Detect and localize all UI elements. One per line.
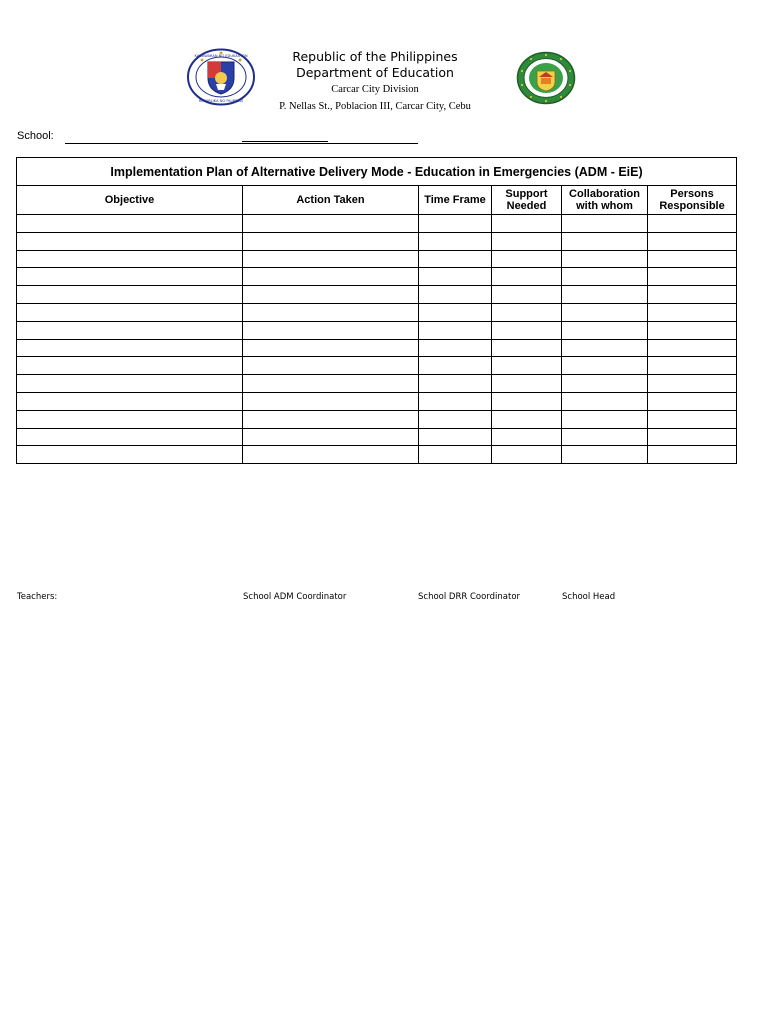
table-row [17,339,737,357]
cell-persons-responsible[interactable] [648,339,737,357]
cell-objective[interactable] [17,446,243,464]
cell-support-needed[interactable] [492,215,562,233]
cell-time-frame[interactable] [419,339,492,357]
cell-collaboration[interactable] [562,357,648,375]
carcar-division-seal-icon [516,51,576,105]
cell-persons-responsible[interactable] [648,357,737,375]
cell-objective[interactable] [17,428,243,446]
cell-collaboration[interactable] [562,410,648,428]
cell-persons-responsible[interactable] [648,321,737,339]
table-row [17,357,737,375]
cell-objective[interactable] [17,232,243,250]
cell-persons-responsible[interactable] [648,392,737,410]
cell-collaboration[interactable] [562,392,648,410]
cell-support-needed[interactable] [492,321,562,339]
cell-time-frame[interactable] [419,375,492,393]
cell-time-frame[interactable] [419,215,492,233]
cell-time-frame[interactable] [419,410,492,428]
cell-objective[interactable] [17,375,243,393]
cell-action-taken[interactable] [243,286,419,304]
cell-support-needed[interactable] [492,339,562,357]
school-input-underline-segment [242,141,328,142]
address-line: P. Nellas St., Poblacion III, Carcar City, Cebu [279,101,471,112]
cell-action-taken[interactable] [243,357,419,375]
cell-objective[interactable] [17,410,243,428]
table-row [17,446,737,464]
table-row [17,428,737,446]
seal-ring-text-bottom: REPUBLIKA NG PILIPINAS [198,99,244,103]
cell-collaboration[interactable] [562,339,648,357]
cell-collaboration[interactable] [562,286,648,304]
cell-support-needed[interactable] [492,392,562,410]
table-row [17,321,737,339]
cell-persons-responsible[interactable] [648,286,737,304]
cell-support-needed[interactable] [492,303,562,321]
cell-action-taken[interactable] [243,250,419,268]
column-header-collaboration: Collaboration with whom [562,186,648,215]
cell-time-frame[interactable] [419,357,492,375]
cell-support-needed[interactable] [492,268,562,286]
cell-time-frame[interactable] [419,321,492,339]
cell-support-needed[interactable] [492,232,562,250]
table-row [17,232,737,250]
column-header-time-frame: Time Frame [419,186,492,215]
cell-collaboration[interactable] [562,232,648,250]
cell-collaboration[interactable] [562,375,648,393]
table-row [17,215,737,233]
cell-action-taken[interactable] [243,375,419,393]
cell-action-taken[interactable] [243,446,419,464]
implementation-plan-table [16,157,737,464]
cell-time-frame[interactable] [419,250,492,268]
cell-objective[interactable] [17,357,243,375]
cell-objective[interactable] [17,286,243,304]
cell-action-taken[interactable] [243,303,419,321]
cell-collaboration[interactable] [562,321,648,339]
cell-persons-responsible[interactable] [648,428,737,446]
cell-collaboration[interactable] [562,428,648,446]
table-row [17,268,737,286]
cell-persons-responsible[interactable] [648,215,737,233]
cell-time-frame[interactable] [419,268,492,286]
cell-support-needed[interactable] [492,446,562,464]
cell-time-frame[interactable] [419,446,492,464]
cell-collaboration[interactable] [562,268,648,286]
cell-persons-responsible[interactable] [648,303,737,321]
cell-persons-responsible[interactable] [648,250,737,268]
adm-coordinator-signatory: School ADM Coordinator [243,592,347,602]
teachers-signatory: Teachers: [17,592,58,602]
cell-collaboration[interactable] [562,303,648,321]
cell-action-taken[interactable] [243,339,419,357]
cell-time-frame[interactable] [419,286,492,304]
cell-persons-responsible[interactable] [648,375,737,393]
cell-objective[interactable] [17,321,243,339]
school-label: School: [17,130,54,142]
table-row [17,286,737,304]
cell-collaboration[interactable] [562,446,648,464]
table-row [17,392,737,410]
school-input-line[interactable] [65,143,418,144]
republic-line: Republic of the Philippines [292,49,458,64]
cell-support-needed[interactable] [492,410,562,428]
cell-action-taken[interactable] [243,410,419,428]
cell-collaboration[interactable] [562,215,648,233]
cell-time-frame[interactable] [419,428,492,446]
drr-coordinator-signatory: School DRR Coordinator [418,592,521,602]
cell-persons-responsible[interactable] [648,268,737,286]
cell-persons-responsible[interactable] [648,232,737,250]
table-row [17,303,737,321]
cell-objective[interactable] [17,250,243,268]
seal-ring-text-top: KAGAWARAN NG EDUKASYON [194,54,248,58]
cell-objective[interactable] [17,215,243,233]
cell-objective[interactable] [17,268,243,286]
cell-collaboration[interactable] [562,250,648,268]
cell-time-frame[interactable] [419,232,492,250]
cell-time-frame[interactable] [419,392,492,410]
table-title: Implementation Plan of Alternative Delivery Mode - Education in Emergencies (ADM - EiE) [17,158,737,186]
cell-action-taken[interactable] [243,428,419,446]
department-line: Department of Education [296,65,454,80]
column-header-action-taken: Action Taken [243,186,419,215]
cell-action-taken[interactable] [243,215,419,233]
table-row [17,410,737,428]
column-header-support-needed: Support Needed [492,186,562,215]
table-row [17,250,737,268]
cell-support-needed[interactable] [492,250,562,268]
cell-time-frame[interactable] [419,303,492,321]
cell-persons-responsible[interactable] [648,446,737,464]
table-row [17,375,737,393]
cell-action-taken[interactable] [243,268,419,286]
cell-objective[interactable] [17,392,243,410]
cell-objective[interactable] [17,339,243,357]
division-line: Carcar City Division [331,84,419,95]
cell-support-needed[interactable] [492,357,562,375]
letterhead [0,0,768,125]
cell-support-needed[interactable] [492,286,562,304]
column-header-objective: Objective [17,186,243,215]
cell-support-needed[interactable] [492,375,562,393]
cell-action-taken[interactable] [243,321,419,339]
cell-support-needed[interactable] [492,428,562,446]
cell-action-taken[interactable] [243,232,419,250]
cell-persons-responsible[interactable] [648,410,737,428]
cell-action-taken[interactable] [243,392,419,410]
cell-objective[interactable] [17,303,243,321]
school-head-signatory: School Head [562,592,616,602]
table-body [17,215,737,464]
column-header-persons-responsible: Persons Responsible [648,186,737,215]
